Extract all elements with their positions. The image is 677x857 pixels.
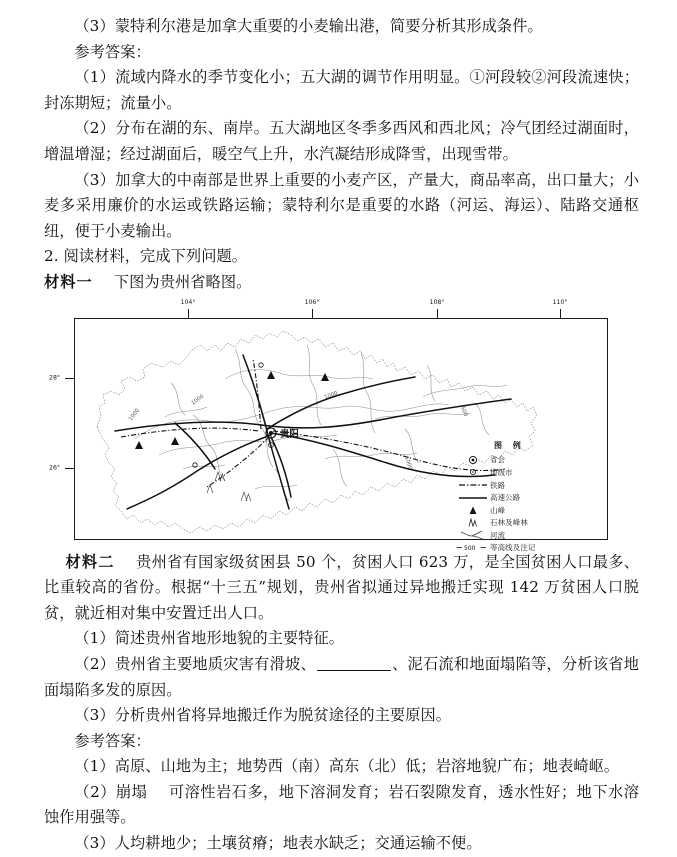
question2-answer-3: （3）人均耕地少；土壤贫瘠；地表水缺乏；交通运输不便。 — [74, 834, 482, 853]
lon-tick-104 — [188, 309, 189, 318]
river-south-2 — [333, 449, 347, 487]
contour-icon — [456, 542, 490, 555]
guiyang-label: 贵阳 — [280, 428, 299, 440]
peak-1 — [135, 441, 143, 449]
fill-in-blank[interactable] — [317, 670, 391, 671]
guizhou-province-map — [49, 298, 660, 553]
lon-tick-108 — [437, 309, 438, 318]
legend-item-contour — [456, 542, 596, 555]
railway-southwest — [207, 437, 269, 487]
legend-label-contour: 等高线及注记 — [490, 543, 536, 553]
stone-forest-symbols — [207, 472, 251, 501]
legend-item-provincial-capital — [456, 454, 596, 467]
river-northeast — [475, 403, 489, 435]
question2-stem: 2. 阅读材料，完成下列问题。 — [44, 247, 248, 266]
lon-label-108: 108° — [429, 298, 445, 306]
material-one-label: 材料一 — [44, 272, 93, 291]
lon-tick-106 — [312, 309, 313, 318]
river-north-1 — [307, 345, 321, 425]
legend-label-railway: 铁路 — [490, 480, 506, 490]
material-two-label: 材料二 — [65, 552, 115, 571]
legend-item-prefecture-city — [456, 466, 596, 479]
question1-sub3: （3）蒙特利尔港是加拿大重要的小麦输出港，简要分析其形成条件。 — [74, 17, 543, 35]
contour-500-south — [159, 435, 337, 455]
river-northwest — [171, 383, 185, 415]
material-two-text: 贵州省有国家级贫困县 50 个，贫困人口 623 万，是全国贫困人口最多、比重较高的省份。根据“十三五”规划，贵州省拟通过异地搬迁实现 142 万贫困人口脱贫，就近相对集中安置迁出人口。 — [44, 552, 640, 622]
question2-sub2 — [44, 652, 639, 703]
provincial-capital-icon — [456, 454, 490, 467]
legend-label-river: 河流 — [490, 530, 506, 540]
question2-answer-2-text: 可溶性岩石多，地下溶洞发育；岩石裂隙发育，透水性好；地下水溶蚀作用强等。 — [44, 782, 639, 827]
question2-sub3: （3）分析贵州省将异地搬迁作为脱贫途径的主要原因。 — [74, 706, 452, 725]
contour-label-1000-a: 1000 — [190, 393, 206, 407]
peak-icon — [456, 504, 490, 517]
expressway-icon — [456, 491, 490, 504]
prefecture-city-icon — [456, 466, 490, 479]
lon-label-110: 110° — [552, 298, 568, 306]
question2-answer-header: 参考答案： — [74, 731, 151, 750]
svg-text:500: 500 — [464, 545, 476, 553]
legend-label-peak: 山峰 — [490, 505, 506, 515]
question2-answer-1: （1）高原、山地为主；地势西（南）高东（北）低；岩溶地貌广布；地表崎岖。 — [74, 757, 620, 776]
lon-label-104: 104° — [180, 298, 196, 306]
legend-item-railway — [456, 479, 596, 492]
question2-answer-2 — [44, 780, 639, 831]
legend-label-provincial-capital: 省会 — [490, 455, 506, 465]
contour-label-1000-c: 1000 — [127, 407, 142, 422]
question2-sub1: （1）简述贵州省地形地貌的主要特征。 — [74, 629, 345, 648]
material-two — [44, 550, 639, 627]
legend-title: 图 例 — [494, 439, 525, 450]
lat-tick-28 — [65, 378, 74, 379]
peak-4 — [321, 373, 329, 381]
railway-west — [121, 428, 259, 437]
peak-2 — [171, 437, 179, 445]
contour-label-1000-b: 1000 — [323, 390, 339, 401]
map-legend — [456, 440, 596, 555]
lat-label-26: 26° — [49, 464, 60, 472]
railway-icon — [456, 479, 490, 492]
expressway-west-spur — [175, 423, 215, 469]
expressway-south-spur — [271, 437, 291, 497]
question1-answer-header: 参考答案： — [74, 42, 151, 61]
question2-sub2-after: 、泥石流和地面塌陷等，分析该省地面塌陷多发的原因。 — [44, 654, 639, 699]
contour-1000-north — [225, 369, 373, 378]
legend-label-prefecture-city: 地级市 — [490, 467, 513, 477]
lon-tick-110 — [560, 309, 561, 318]
legend-item-peak — [456, 504, 596, 517]
legend-label-stone-forest: 石林及峰林 — [490, 518, 528, 528]
contour-label-1000-d: 1000 — [403, 455, 414, 471]
question1-answer-1: （1）流域内降水的季节变化小；五大湖的调节作用明显。①河段较②河段流速快；封冻期短；流量小。 — [44, 68, 639, 112]
lat-tick-26 — [65, 468, 74, 469]
legend-label-expressway: 高速公路 — [490, 493, 521, 503]
stone-forest-2 — [241, 492, 251, 501]
question2-sub2-before: （2）贵州省主要地质灾害有滑坡、 — [74, 654, 316, 673]
legend-item-expressway — [456, 491, 596, 504]
river-ne-2 — [427, 365, 435, 401]
lon-label-106: 106° — [304, 298, 320, 306]
contour-south — [255, 485, 297, 489]
material-one-text: 下图为贵州省略图。 — [113, 272, 252, 291]
material-one — [44, 270, 639, 296]
river-icon — [456, 529, 490, 542]
expressway-northeast — [267, 377, 415, 429]
city-marker-3 — [259, 362, 263, 366]
peak-3 — [267, 371, 275, 379]
legend-item-river — [456, 529, 596, 542]
question1-answer-2: （2）分布在湖的东、南岸。五大湖地区冬季多西风和西北风；冷气团经过湖面时，增温增湿；经过湖面后，暖空气上升，水汽凝结形成降雪，出现雪带。 — [44, 119, 639, 163]
question2-answer-2-label: （2）崩塌 — [74, 782, 148, 801]
contour-label-500-a: 500 — [459, 405, 469, 417]
stone-forest-1 — [215, 472, 225, 481]
contour-west-small — [165, 407, 207, 417]
question1-answer-3: （3）加拿大的中南部是世界上重要的小麦产区，产量大，商品率高，出口量大；小麦多采用廉价的水运或铁路运输；蒙特利尔是重要的水路（河运、海运）、陆路交通枢纽，便于小麦输出。 — [44, 170, 639, 240]
stone-forest-icon — [456, 517, 490, 530]
legend-item-stone-forest — [456, 517, 596, 530]
lat-label-28: 28° — [49, 374, 60, 382]
